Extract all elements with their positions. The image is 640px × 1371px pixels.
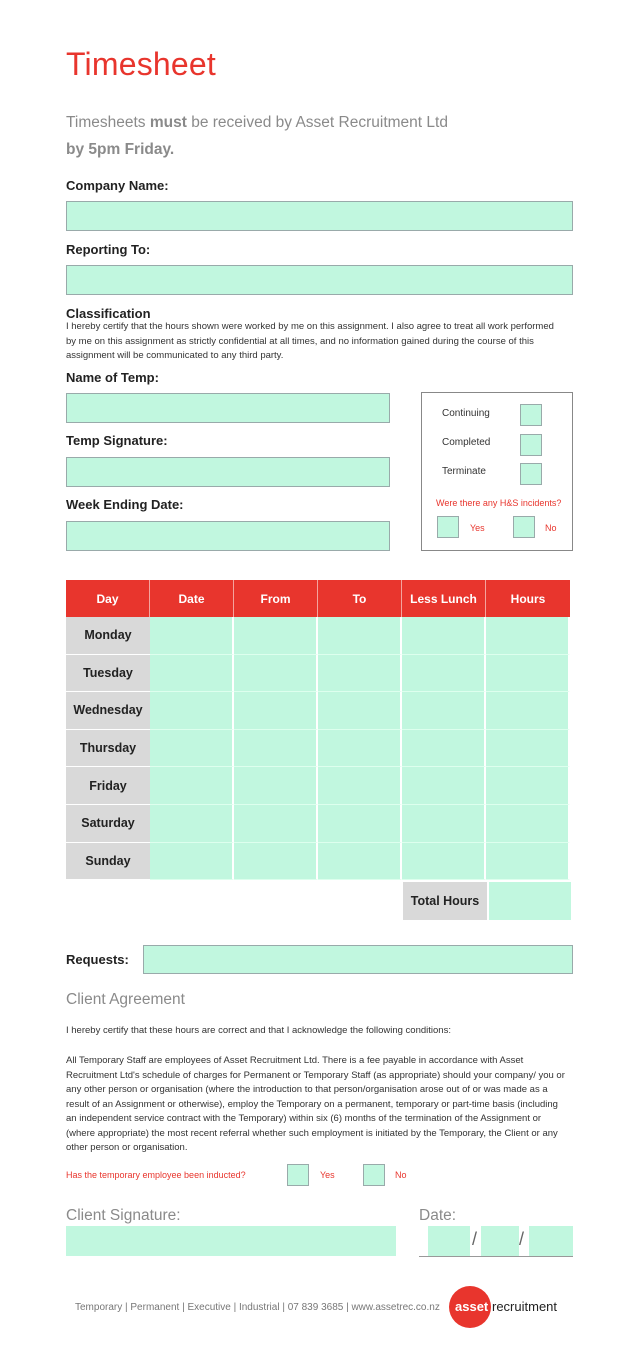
week-ending-input[interactable] [66, 521, 390, 551]
client-signature-field[interactable] [66, 1226, 396, 1256]
table-row [66, 767, 570, 805]
footer-services: Temporary | Permanent | Executive | Industrial | 07 839 3685 | www.assetrec.co.nz [75, 1302, 440, 1313]
terminate-label: Terminate [442, 466, 486, 477]
header-from: From [234, 580, 318, 617]
reporting-to-label: Reporting To: [66, 242, 151, 257]
hours-cell[interactable] [486, 655, 570, 693]
day-cell: Wednesday [66, 692, 150, 730]
hours-cell[interactable] [486, 767, 570, 805]
header-date: Date [150, 580, 234, 617]
day-cell: Sunday [66, 843, 150, 881]
agreement-certify-text: I hereby certify that these hours are correct and that I acknowledge the following conditions: [66, 1025, 451, 1036]
from-cell[interactable] [234, 655, 318, 693]
inducted-no-checkbox[interactable] [363, 1164, 385, 1186]
to-cell[interactable] [318, 730, 402, 768]
date-month-field[interactable] [481, 1226, 519, 1256]
hs-no-checkbox[interactable] [513, 516, 535, 538]
timesheet-table [66, 580, 570, 880]
temp-signature-field[interactable] [66, 457, 390, 487]
company-name-input[interactable] [66, 201, 573, 231]
page-title: Timesheet [66, 46, 217, 82]
less-lunch-cell[interactable] [402, 655, 486, 693]
header-to: To [318, 580, 402, 617]
name-of-temp-label: Name of Temp: [66, 370, 159, 385]
table-row [66, 843, 570, 881]
less-lunch-cell[interactable] [402, 805, 486, 843]
date-day-field[interactable] [428, 1226, 470, 1256]
date-label: Date: [419, 1207, 457, 1224]
date-cell[interactable] [150, 805, 234, 843]
less-lunch-cell[interactable] [402, 692, 486, 730]
requests-field[interactable] [143, 945, 573, 974]
day-cell: Thursday [66, 730, 150, 768]
date-separator-2: / [519, 1229, 525, 1249]
continuing-checkbox[interactable] [520, 404, 542, 426]
table-row [66, 805, 570, 843]
table-row [66, 692, 570, 730]
terminate-checkbox[interactable] [520, 463, 542, 485]
date-cell[interactable] [150, 730, 234, 768]
to-cell[interactable] [318, 692, 402, 730]
agreement-conditions-text: All Temporary Staff are employees of Asset Recruitment Ltd. There is a fee payable in accordance with Asset Recruitment Ltd's schedule of charges for Permanent or Temporary Staff (as appropriate) should your company/ you or any other person or organisation (where the introduction to that person/organisation arose out of or was made as a result of an Assignment or otherwise), employ the Temporary on a permanent, temporary or part-time basis (including an independent service contract with the Temporary) within six (6) months of the termination of the Assignment or (where appropriate) the most recent referral whether such employment is initiated by the Temporary, the Client or any other person or organisation. [66, 1055, 565, 1153]
logo-recruitment-text: recruitment [492, 1299, 558, 1314]
hs-yes-checkbox[interactable] [437, 516, 459, 538]
from-cell[interactable] [234, 805, 318, 843]
completed-label: Completed [442, 437, 491, 448]
reporting-to-input[interactable] [66, 265, 573, 295]
temp-signature-label: Temp Signature: [66, 433, 168, 448]
from-cell[interactable] [234, 843, 318, 881]
hours-cell[interactable] [486, 805, 570, 843]
table-row [66, 730, 570, 768]
client-signature-label: Client Signature: [66, 1207, 181, 1224]
date-cell[interactable] [150, 617, 234, 655]
day-cell: Saturday [66, 805, 150, 843]
to-cell[interactable] [318, 617, 402, 655]
classification-text: I hereby certify that the hours shown were worked by me on this assignment. I also agree to treat all work performed by me on this assignment as strictly confidential at all times, and no information gained during the course of this assignment will be communicated to any third party. [66, 321, 554, 361]
less-lunch-cell[interactable] [402, 617, 486, 655]
day-cell: Friday [66, 767, 150, 805]
inducted-yes-checkbox[interactable] [287, 1164, 309, 1186]
client-agreement-title: Client Agreement [66, 991, 185, 1008]
less-lunch-cell[interactable] [402, 843, 486, 881]
inducted-yes-label: Yes [320, 1170, 335, 1180]
less-lunch-cell[interactable] [402, 730, 486, 768]
total-hours-field[interactable] [489, 882, 571, 920]
header-day: Day [66, 580, 150, 617]
from-cell[interactable] [234, 692, 318, 730]
date-cell[interactable] [150, 767, 234, 805]
date-cell[interactable] [150, 692, 234, 730]
hs-incidents-question: Were there any H&S incidents? [436, 498, 562, 508]
hours-cell[interactable] [486, 692, 570, 730]
name-of-temp-input[interactable] [66, 393, 390, 423]
table-row [66, 655, 570, 693]
to-cell[interactable] [318, 655, 402, 693]
completed-checkbox[interactable] [520, 434, 542, 456]
from-cell[interactable] [234, 617, 318, 655]
day-cell: Tuesday [66, 655, 150, 693]
date-separator-1: / [472, 1229, 478, 1249]
hs-yes-label: Yes [470, 523, 485, 533]
classification-title: Classification [66, 306, 151, 321]
date-year-field[interactable] [529, 1226, 573, 1256]
to-cell[interactable] [318, 767, 402, 805]
day-cell: Monday [66, 617, 150, 655]
date-underline [419, 1256, 573, 1257]
to-cell[interactable] [318, 805, 402, 843]
date-cell[interactable] [150, 843, 234, 881]
hs-no-label: No [545, 523, 557, 533]
table-row [66, 617, 570, 655]
date-cell[interactable] [150, 655, 234, 693]
intro-emphasis: must [149, 114, 187, 131]
from-cell[interactable] [234, 767, 318, 805]
less-lunch-cell[interactable] [402, 767, 486, 805]
from-cell[interactable] [234, 730, 318, 768]
total-hours-label: Total Hours [403, 882, 487, 920]
inducted-no-label: No [395, 1170, 407, 1180]
hours-cell[interactable] [486, 617, 570, 655]
logo-asset-text: asset [455, 1299, 489, 1314]
header-less-lunch: Less Lunch [402, 580, 486, 617]
hours-cell[interactable] [486, 843, 570, 881]
to-cell[interactable] [318, 843, 402, 881]
table-header-row [66, 580, 570, 617]
company-name-label: Company Name: [66, 178, 169, 193]
header-hours: Hours [486, 580, 570, 617]
intro-text: Timesheets must be received by Asset Recruitment Ltd by 5pm Friday. [66, 114, 448, 158]
hours-cell[interactable] [486, 730, 570, 768]
continuing-label: Continuing [442, 408, 490, 419]
inducted-question: Has the temporary employee been inducted? [66, 1170, 246, 1180]
requests-label: Requests: [66, 952, 129, 967]
week-ending-label: Week Ending Date: [66, 497, 184, 512]
